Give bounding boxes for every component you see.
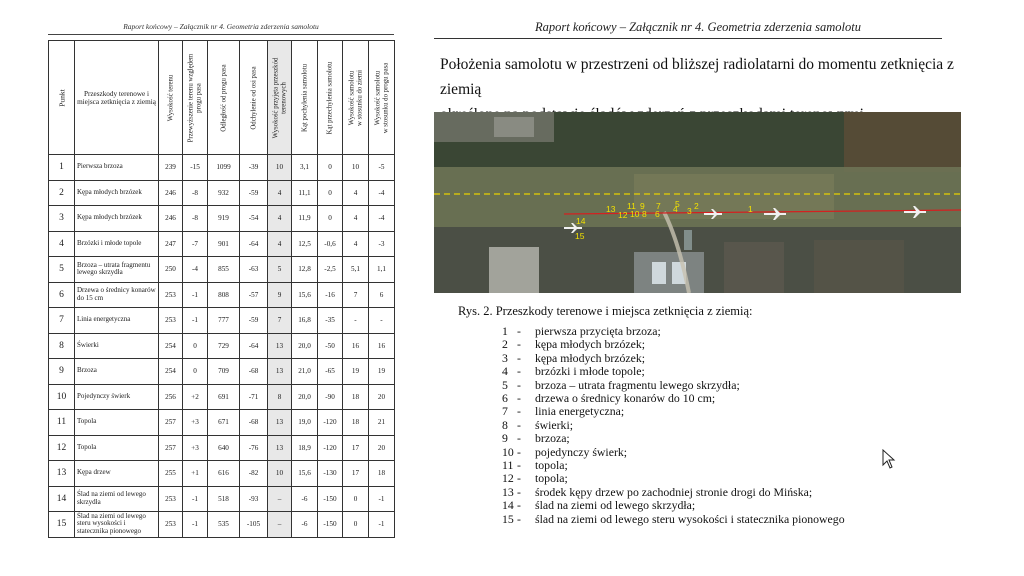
table-cell-dist: 729 <box>208 333 240 359</box>
table-cell-n: 15 <box>49 512 75 538</box>
table-row <box>49 486 395 512</box>
table-cell-obs: 7 <box>268 308 292 334</box>
table-cell-desc: Drzewa o średnicy konarów do 15 cm <box>75 282 159 308</box>
left-page <box>0 0 410 576</box>
table-cell-dist: 616 <box>208 461 240 487</box>
legend-item <box>502 419 845 432</box>
table-row <box>49 308 395 334</box>
legend-item <box>502 446 845 459</box>
table-cell-desc: Świerki <box>75 333 159 359</box>
table-cell-desc: Topola <box>75 435 159 461</box>
legend-item-number: 9 <box>502 431 508 446</box>
legend-item-dash: - <box>517 498 521 513</box>
table-cell-hg: 7 <box>343 282 369 308</box>
legend-list <box>502 325 845 526</box>
legend-item <box>502 499 845 512</box>
table-cell-dist: 932 <box>208 180 240 206</box>
table-row <box>49 206 395 232</box>
table-cell-hg: 0 <box>343 512 369 538</box>
table-cell-hg: 16 <box>343 333 369 359</box>
legend-item <box>502 325 845 338</box>
table-cell-dist: 919 <box>208 206 240 232</box>
table-cell-h: 253 <box>159 512 183 538</box>
legend-item-dash: - <box>517 471 521 486</box>
table-cell-desc: Kępa młodych brzózek <box>75 206 159 232</box>
table-cell-dev: -82 <box>240 461 268 487</box>
legend-item <box>502 392 845 405</box>
table-cell-hg: 19 <box>343 359 369 385</box>
photo-label-8: 8 <box>642 209 647 219</box>
legend-item-text: topola; <box>535 458 568 473</box>
table-cell-n: 5 <box>49 257 75 283</box>
table-cell-hg: 4 <box>343 231 369 257</box>
table-cell-bank: -65 <box>318 359 343 385</box>
table-cell-desc: Ślad na ziemi od lewego skrzydła <box>75 486 159 512</box>
table-row <box>49 461 395 487</box>
table-cell-bank: -120 <box>318 410 343 436</box>
table-cell-bank: -120 <box>318 435 343 461</box>
legend-item-text: brzoza; <box>535 431 570 446</box>
table-cell-bank: -16 <box>318 282 343 308</box>
table-cell-bank: 0 <box>318 206 343 232</box>
table-cell-bank: -2,5 <box>318 257 343 283</box>
table-cell-dist: 855 <box>208 257 240 283</box>
legend-item <box>502 405 845 418</box>
legend-item-number: 10 <box>502 444 514 459</box>
table-cell-hg: - <box>343 308 369 334</box>
table-cell-hr: 6 <box>369 282 395 308</box>
legend-item-dash: - <box>517 484 521 499</box>
photo-label-6: 6 <box>655 209 660 219</box>
header-odleglosc: Odległość od progu pasa <box>208 41 240 155</box>
table-cell-n: 10 <box>49 384 75 410</box>
legend-item-dash: - <box>517 391 521 406</box>
table-cell-obs: 10 <box>268 461 292 487</box>
table-row <box>49 282 395 308</box>
table-cell-desc: Pojedynczy świerk <box>75 384 159 410</box>
table-cell-n: 11 <box>49 410 75 436</box>
table-cell-h: 254 <box>159 359 183 385</box>
table-cell-pitch: 20,0 <box>292 333 318 359</box>
table-cell-hg: 18 <box>343 384 369 410</box>
table-cell-pitch: 21,0 <box>292 359 318 385</box>
table-cell-obs: 4 <box>268 231 292 257</box>
table-cell-dh: +2 <box>183 384 208 410</box>
table-cell-h: 257 <box>159 435 183 461</box>
table-cell-h: 250 <box>159 257 183 283</box>
obstacles-table <box>48 40 395 538</box>
table-cell-hr: 19 <box>369 359 395 385</box>
table-cell-hr: -4 <box>369 206 395 232</box>
legend-item <box>502 352 845 365</box>
table-cell-pitch: 19,0 <box>292 410 318 436</box>
header-description: Przeszkody terenowe i miejsca zetknięcia z ziemią <box>75 41 159 155</box>
table-cell-bank: -0,6 <box>318 231 343 257</box>
table-cell-n: 1 <box>49 155 75 181</box>
photo-label-2: 2 <box>694 201 699 211</box>
table-cell-n: 9 <box>49 359 75 385</box>
table-row <box>49 384 395 410</box>
table-row <box>49 155 395 181</box>
table-cell-h: 246 <box>159 206 183 232</box>
left-page-header: Raport końcowy – Załącznik nr 4. Geometria zderzenia samolotu <box>123 22 319 31</box>
table-cell-pitch: 3,1 <box>292 155 318 181</box>
table-cell-h: 254 <box>159 333 183 359</box>
header-kat-przechylenia: Kąt przechylenia samolotu <box>318 41 343 155</box>
photo-label-15: 15 <box>575 231 585 241</box>
legend-item-text: kępa młodych brzózek; <box>535 350 646 365</box>
legend-item-dash: - <box>517 324 521 338</box>
table-cell-n: 13 <box>49 461 75 487</box>
table-cell-desc: Brzózki i młode topole <box>75 231 159 257</box>
legend-item-number: 8 <box>502 417 508 432</box>
table-cell-bank: -150 <box>318 486 343 512</box>
table-cell-dev: -68 <box>240 359 268 385</box>
table-cell-dev: -64 <box>240 231 268 257</box>
table-cell-dh: -1 <box>183 486 208 512</box>
table-cell-n: 14 <box>49 486 75 512</box>
legend-item-number: 1 <box>502 324 508 338</box>
table-cell-h: 253 <box>159 282 183 308</box>
legend-item-text: brzoza – utrata fragmentu lewego skrzydła; <box>535 377 740 392</box>
table-row <box>49 512 395 538</box>
table-row <box>49 435 395 461</box>
table-cell-dist: 777 <box>208 308 240 334</box>
table-cell-dev: -54 <box>240 206 268 232</box>
table-cell-pitch: 20,0 <box>292 384 318 410</box>
header-wys-prog: Wysokość samolotu w stosunku do progu pasa <box>369 41 395 155</box>
table-cell-obs: 13 <box>268 359 292 385</box>
photo-label-3: 3 <box>687 206 692 216</box>
legend-item-number: 15 <box>502 511 514 526</box>
legend-item <box>502 379 845 392</box>
table-cell-dev: -59 <box>240 180 268 206</box>
table-cell-n: 6 <box>49 282 75 308</box>
table-cell-h: 239 <box>159 155 183 181</box>
table-cell-h: 253 <box>159 308 183 334</box>
photo-label-14: 14 <box>576 216 586 226</box>
table-cell-dh: -4 <box>183 257 208 283</box>
legend-item-dash: - <box>517 431 521 446</box>
table-cell-dh: -1 <box>183 308 208 334</box>
table-cell-pitch: -6 <box>292 486 318 512</box>
table-cell-obs: 4 <box>268 206 292 232</box>
table-cell-dist: 709 <box>208 359 240 385</box>
table-cell-dh: +3 <box>183 410 208 436</box>
legend-item-text: środek kępy drzew po zachodniej stronie drogi do Mińska; <box>535 484 813 499</box>
table-cell-dev: -59 <box>240 308 268 334</box>
legend-item-number: 11 <box>502 458 514 473</box>
header-wysokosc-przeszkod: Wysokość przyjęta przeszkód terenowych <box>268 41 292 155</box>
table-cell-obs: 9 <box>268 282 292 308</box>
table-cell-h: 247 <box>159 231 183 257</box>
legend-item-number: 12 <box>502 471 514 486</box>
table-row <box>49 410 395 436</box>
photo-label-5: 5 <box>675 199 680 209</box>
table-cell-hr: 16 <box>369 333 395 359</box>
table-cell-h: 256 <box>159 384 183 410</box>
legend-item-dash: - <box>517 417 521 432</box>
table-row <box>49 180 395 206</box>
photo-label-7: 7 <box>656 201 661 211</box>
table-cell-hg: 4 <box>343 180 369 206</box>
legend-item-number: 3 <box>502 350 508 365</box>
table-cell-bank: -150 <box>318 512 343 538</box>
table-cell-hr: - <box>369 308 395 334</box>
legend-item-number: 5 <box>502 377 508 392</box>
header-odchylenie: Odchylenie od osi pasa <box>240 41 268 155</box>
aerial-photo-svg <box>434 112 961 293</box>
table-cell-hr: 20 <box>369 435 395 461</box>
legend-item <box>502 486 845 499</box>
table-header-row <box>49 41 395 155</box>
table-cell-obs: 13 <box>268 410 292 436</box>
table-cell-desc: Ślad na ziemi od lewego steru wysokości i statecznika pionowego <box>75 512 159 538</box>
table-cell-dh: +1 <box>183 461 208 487</box>
legend-item-number: 4 <box>502 364 508 379</box>
legend-item-dash: - <box>517 377 521 392</box>
table-cell-bank: 0 <box>318 155 343 181</box>
figure-title-line-1: Położenia samolotu w przestrzeni od bliższej radiolatarni do momentu zetknięcia z ziemią <box>440 56 954 98</box>
photo-label-12: 12 <box>618 210 628 220</box>
photo-label-4: 4 <box>673 204 678 214</box>
table-cell-obs: – <box>268 512 292 538</box>
table-cell-obs: – <box>268 486 292 512</box>
table-cell-pitch: 12,8 <box>292 257 318 283</box>
table-cell-obs: 13 <box>268 333 292 359</box>
header-wysokosc-terenu: Wysokość terenu <box>159 41 183 155</box>
table-cell-desc: Linia energetyczna <box>75 308 159 334</box>
table-cell-dh: -7 <box>183 231 208 257</box>
photo-label-13: 13 <box>606 204 616 214</box>
legend-item <box>502 472 845 485</box>
table-cell-pitch: 16,8 <box>292 308 318 334</box>
table-cell-obs: 8 <box>268 384 292 410</box>
table-cell-obs: 5 <box>268 257 292 283</box>
table-cell-dev: -64 <box>240 333 268 359</box>
legend-item-text: linia energetyczna; <box>535 404 625 419</box>
table-cell-dh: -1 <box>183 282 208 308</box>
table-cell-pitch: 15,6 <box>292 282 318 308</box>
table-cell-n: 2 <box>49 180 75 206</box>
legend-item-dash: - <box>517 337 521 352</box>
table-cell-hg: 10 <box>343 155 369 181</box>
table-cell-pitch: -6 <box>292 512 318 538</box>
table-body <box>49 155 395 538</box>
photo-label-11: 11 <box>627 201 636 211</box>
mouse-pointer-icon <box>882 449 896 469</box>
table-cell-hg: 0 <box>343 486 369 512</box>
table-cell-hg: 5,1 <box>343 257 369 283</box>
table-cell-desc: Brzoza – utrata fragmentu lewego skrzydła <box>75 257 159 283</box>
legend-item-text: ślad na ziemi od lewego skrzydła; <box>535 498 696 513</box>
table-cell-hr: -5 <box>369 155 395 181</box>
table-cell-dev: -39 <box>240 155 268 181</box>
table-cell-dev: -105 <box>240 512 268 538</box>
table-cell-dh: -15 <box>183 155 208 181</box>
table-cell-h: 257 <box>159 410 183 436</box>
table-cell-hg: 17 <box>343 461 369 487</box>
legend-item-text: drzewa o średnicy konarów do 10 cm; <box>535 391 716 406</box>
table-cell-dh: 0 <box>183 359 208 385</box>
table-cell-n: 8 <box>49 333 75 359</box>
legend-item <box>502 432 845 445</box>
legend-item-text: kępa młodych brzózek; <box>535 337 646 352</box>
table-cell-dist: 640 <box>208 435 240 461</box>
table-cell-dist: 671 <box>208 410 240 436</box>
table-cell-dh: +3 <box>183 435 208 461</box>
table-cell-h: 253 <box>159 486 183 512</box>
table-cell-dh: -1 <box>183 512 208 538</box>
table-cell-pitch: 11,9 <box>292 206 318 232</box>
table-cell-desc: Kępa drzew <box>75 461 159 487</box>
table-cell-hr: -1 <box>369 486 395 512</box>
table-cell-obs: 4 <box>268 180 292 206</box>
table-cell-obs: 13 <box>268 435 292 461</box>
legend-item-number: 2 <box>502 337 508 352</box>
table-cell-desc: Topola <box>75 410 159 436</box>
right-header-rule <box>434 38 942 39</box>
table-cell-hr: -4 <box>369 180 395 206</box>
table-cell-dev: -68 <box>240 410 268 436</box>
table-cell-bank: -35 <box>318 308 343 334</box>
table-cell-dh: 0 <box>183 333 208 359</box>
table-cell-hr: 21 <box>369 410 395 436</box>
table-cell-hr: 1,1 <box>369 257 395 283</box>
legend-item-text: pojedynczy świerk; <box>535 444 628 459</box>
legend-item-text: topola; <box>535 471 568 486</box>
photo-label-10: 10 <box>630 209 640 219</box>
table-cell-pitch: 18,9 <box>292 435 318 461</box>
table-cell-dist: 691 <box>208 384 240 410</box>
legend-item-text: ślad na ziemi od lewego steru wysokości i statecznika pionowego <box>535 511 845 526</box>
figure-caption: Rys. 2. Przeszkody terenowe i miejsca zetknięcia z ziemią: <box>458 304 753 318</box>
legend-item <box>502 459 845 472</box>
table-cell-dev: -93 <box>240 486 268 512</box>
table-row <box>49 231 395 257</box>
legend-item-number: 6 <box>502 391 508 406</box>
header-wys-ziemia: Wysokość samolotu w stosunku do ziemi <box>343 41 369 155</box>
table-cell-bank: -130 <box>318 461 343 487</box>
table-cell-bank: -90 <box>318 384 343 410</box>
table-cell-hg: 4 <box>343 206 369 232</box>
table-cell-hr: -1 <box>369 512 395 538</box>
table-cell-dev: -57 <box>240 282 268 308</box>
table-cell-desc: Pierwsza brzoza <box>75 155 159 181</box>
table-cell-pitch: 12,5 <box>292 231 318 257</box>
right-page-header: Raport końcowy – Załącznik nr 4. Geometria zderzenia samolotu <box>534 20 861 34</box>
table-cell-n: 4 <box>49 231 75 257</box>
aerial-photo <box>434 112 961 293</box>
table-cell-dist: 535 <box>208 512 240 538</box>
legend-item-text: pierwsza przycięta brzoza; <box>535 324 661 338</box>
table-row <box>49 333 395 359</box>
legend-item-dash: - <box>517 444 521 459</box>
legend-item <box>502 338 845 351</box>
table-cell-dev: -76 <box>240 435 268 461</box>
legend-item-number: 13 <box>502 484 514 499</box>
table-cell-hr: 18 <box>369 461 395 487</box>
header-punkt: Punkt <box>49 41 75 155</box>
legend-item-dash: - <box>517 511 521 526</box>
legend-item-text: świerki; <box>535 417 574 432</box>
legend-item-dash: - <box>517 364 521 379</box>
table-cell-hr: -3 <box>369 231 395 257</box>
table-cell-desc: Brzoza <box>75 359 159 385</box>
legend-item-dash: - <box>517 350 521 365</box>
table-cell-pitch: 15,6 <box>292 461 318 487</box>
table-cell-dist: 808 <box>208 282 240 308</box>
table-cell-n: 7 <box>49 308 75 334</box>
legend-item-dash: - <box>517 404 521 419</box>
table-cell-hr: 20 <box>369 384 395 410</box>
table-cell-bank: 0 <box>318 180 343 206</box>
table-row <box>49 359 395 385</box>
table-cell-h: 255 <box>159 461 183 487</box>
table-cell-dh: -8 <box>183 206 208 232</box>
table-cell-pitch: 11,1 <box>292 180 318 206</box>
photo-label-1: 1 <box>748 204 753 214</box>
legend-item-text: brzózki i młode topole; <box>535 364 645 379</box>
photo-label-9: 9 <box>640 201 645 211</box>
table-cell-hg: 17 <box>343 435 369 461</box>
table-cell-n: 3 <box>49 206 75 232</box>
legend-item-number: 14 <box>502 498 514 513</box>
left-header-rule <box>48 34 394 35</box>
header-kat-pochylenia: Kąt pochylenia samolotu <box>292 41 318 155</box>
legend-item <box>502 365 845 378</box>
table-cell-bank: -50 <box>318 333 343 359</box>
legend-item-dash: - <box>517 458 521 473</box>
table-cell-dist: 901 <box>208 231 240 257</box>
table-cell-dh: -8 <box>183 180 208 206</box>
table-cell-n: 12 <box>49 435 75 461</box>
table-cell-desc: Kępa młodych brzózek <box>75 180 159 206</box>
table-cell-hg: 18 <box>343 410 369 436</box>
table-cell-dev: -63 <box>240 257 268 283</box>
header-przewyzszenie: Przewyższenie terenu względem progu pasa <box>183 41 208 155</box>
table-cell-obs: 10 <box>268 155 292 181</box>
table-cell-dev: -71 <box>240 384 268 410</box>
legend-item-number: 7 <box>502 404 508 419</box>
table-cell-dist: 518 <box>208 486 240 512</box>
legend-item <box>502 513 845 526</box>
table-cell-dist: 1099 <box>208 155 240 181</box>
table-cell-h: 246 <box>159 180 183 206</box>
table-row <box>49 257 395 283</box>
